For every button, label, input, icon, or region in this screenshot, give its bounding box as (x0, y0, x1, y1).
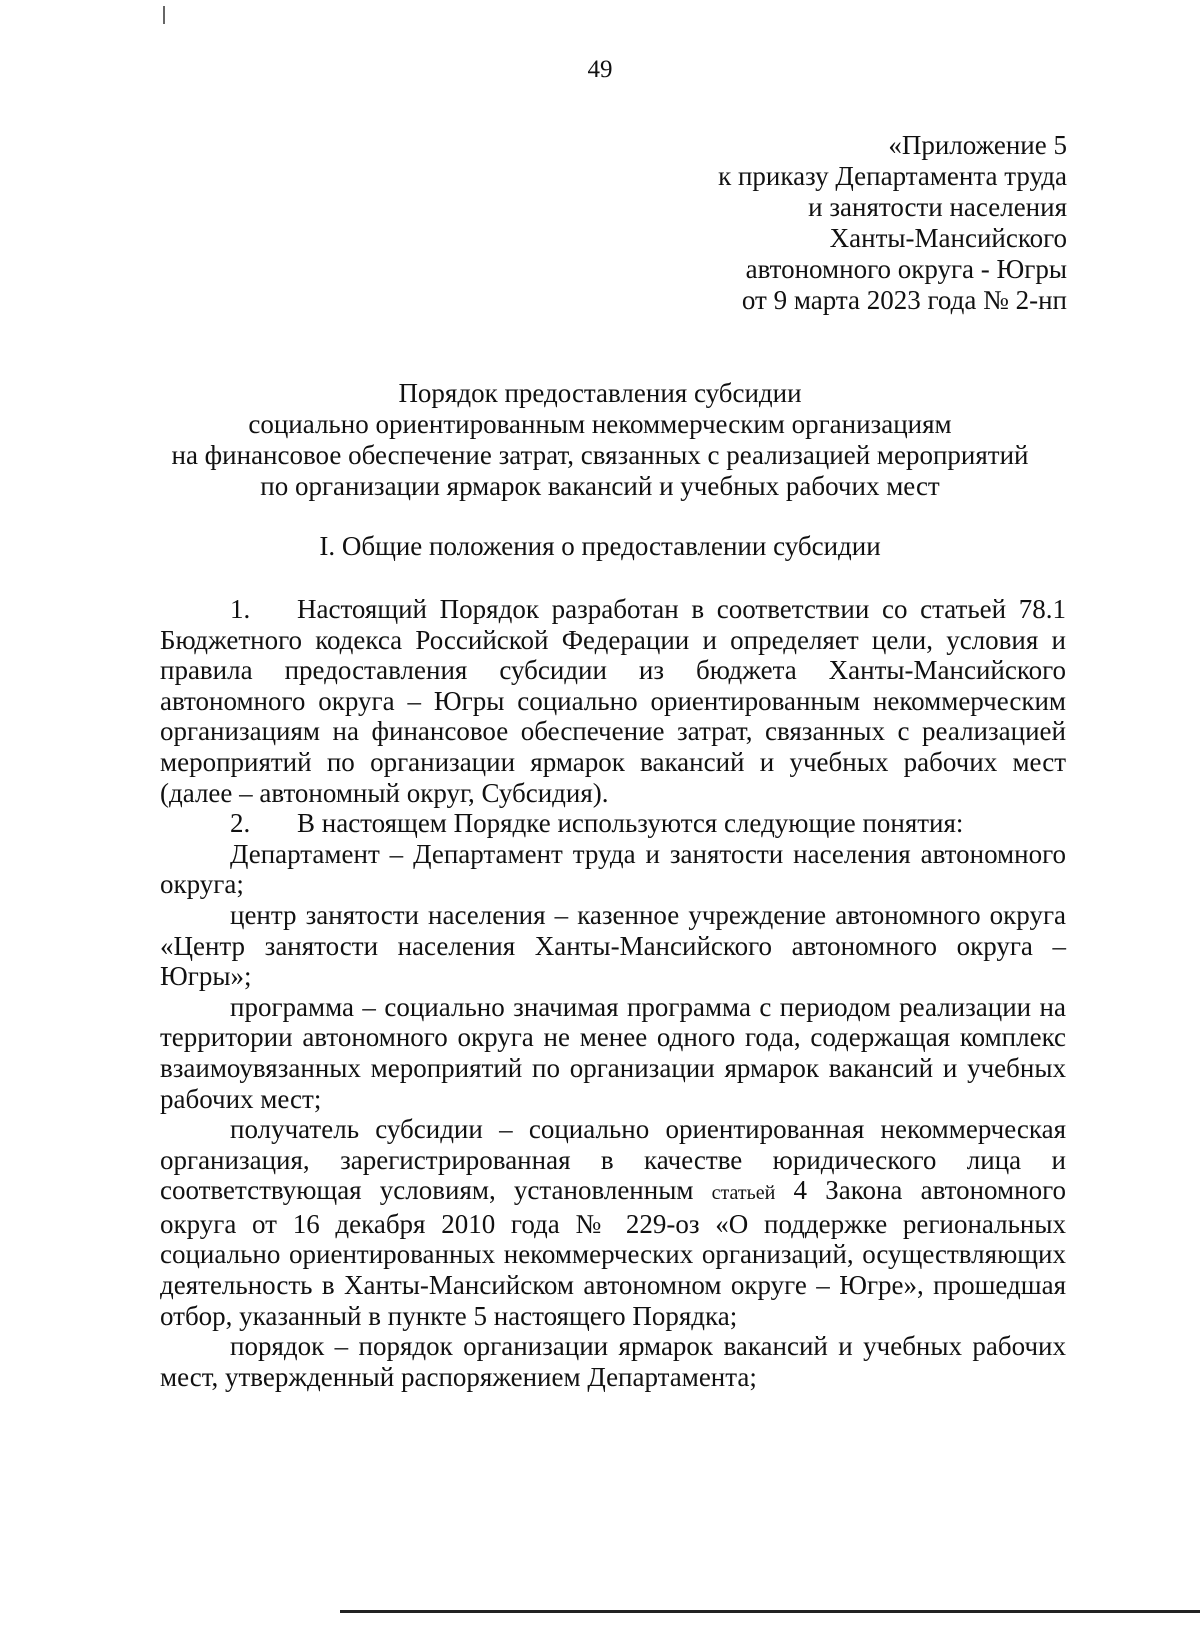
appendix-line: к приказу Департамента труда (718, 161, 1067, 191)
appendix-line: и занятости населения (808, 192, 1067, 222)
definition-program: программа – социально значимая программа с периодом реализации на территории автономного округа не менее одного года, содержащая комплекс взаимоувязанных мероприятий по организации ярмарок вакансий и учебных рабочих мест; (160, 991, 1066, 1114)
definition-procedure: порядок – порядок организации ярмарок вакансий и учебных рабочих мест, утвержденный распоряжением Департамента; (160, 1331, 1066, 1392)
document-body (160, 594, 1066, 1392)
document-title (0, 378, 1200, 502)
paragraph-text: получатель субсидии – социально ориентированная некоммерческая организация, зарегистрированная в качестве юридического лица и соответствующая условиям, установленным (160, 1114, 1066, 1206)
title-line: социально ориентированным некоммерческим организациям (248, 409, 952, 439)
paragraph-text-small: статьей (711, 1182, 776, 1205)
paragraph-number: 2. (230, 808, 251, 839)
page-number: 49 (587, 56, 613, 83)
appendix-line: «Приложение 5 (888, 130, 1067, 160)
appendix-line: Ханты-Мансийского (829, 223, 1067, 253)
definition-employment-center: центр занятости населения – казенное учреждение автономного округа «Центр занятости населения Ханты-Мансийского автономного округа – Югры»; (160, 899, 1066, 992)
appendix-line: автономного округа - Югры (745, 254, 1067, 284)
paragraph-text: 4 Закона автономного округа от 16 декабря 2010 года № 229-оз «О поддержке региональных социально ориентированных некоммерческих организаций, осуществляющих деятельность в Ханты-Мансийском автономном округе – Югре», прошедшая отбор, указанный в пункте 5 настоящего Порядка; (160, 1175, 1066, 1331)
paragraph-1 (160, 594, 1066, 808)
section-title: I. Общие положения о предоставлении субсидии (319, 531, 881, 561)
paragraph-2 (160, 808, 1066, 839)
appendix-line: от 9 марта 2023 года № 2-нп (741, 285, 1067, 315)
definition-department: Департамент – Департамент труда и занятости населения автономного округа; (160, 838, 1066, 900)
definition-recipient (160, 1114, 1066, 1331)
paragraph-number: 1. (230, 594, 251, 624)
title-line: по организации ярмарок вакансий и учебных рабочих мест (260, 471, 940, 501)
title-line: на финансовое обеспечение затрат, связанных с реализацией мероприятий (171, 440, 1029, 470)
scan-artifact (163, 6, 165, 24)
paragraph-text: Настоящий Порядок разработан в соответствии со статьей 78.1 Бюджетного кодекса Российской Федерации и определяет цели, условия и правила предоставления субсидии из бюджета Ханты-Мансийского автономного округа – Югры социально ориентированным некоммерческим организациям на финансовое обеспечение затрат, связанных с реализацией мероприятий по организации ярмарок вакансий и учебных рабочих мест (далее – автономный округ, Субсидия). (160, 594, 1066, 808)
title-line: Порядок предоставления субсидии (398, 378, 802, 408)
appendix-header (718, 130, 1067, 316)
page-bottom-rule (340, 1610, 1200, 1613)
paragraph-text: В настоящем Порядке используются следующие понятия: (297, 808, 964, 839)
